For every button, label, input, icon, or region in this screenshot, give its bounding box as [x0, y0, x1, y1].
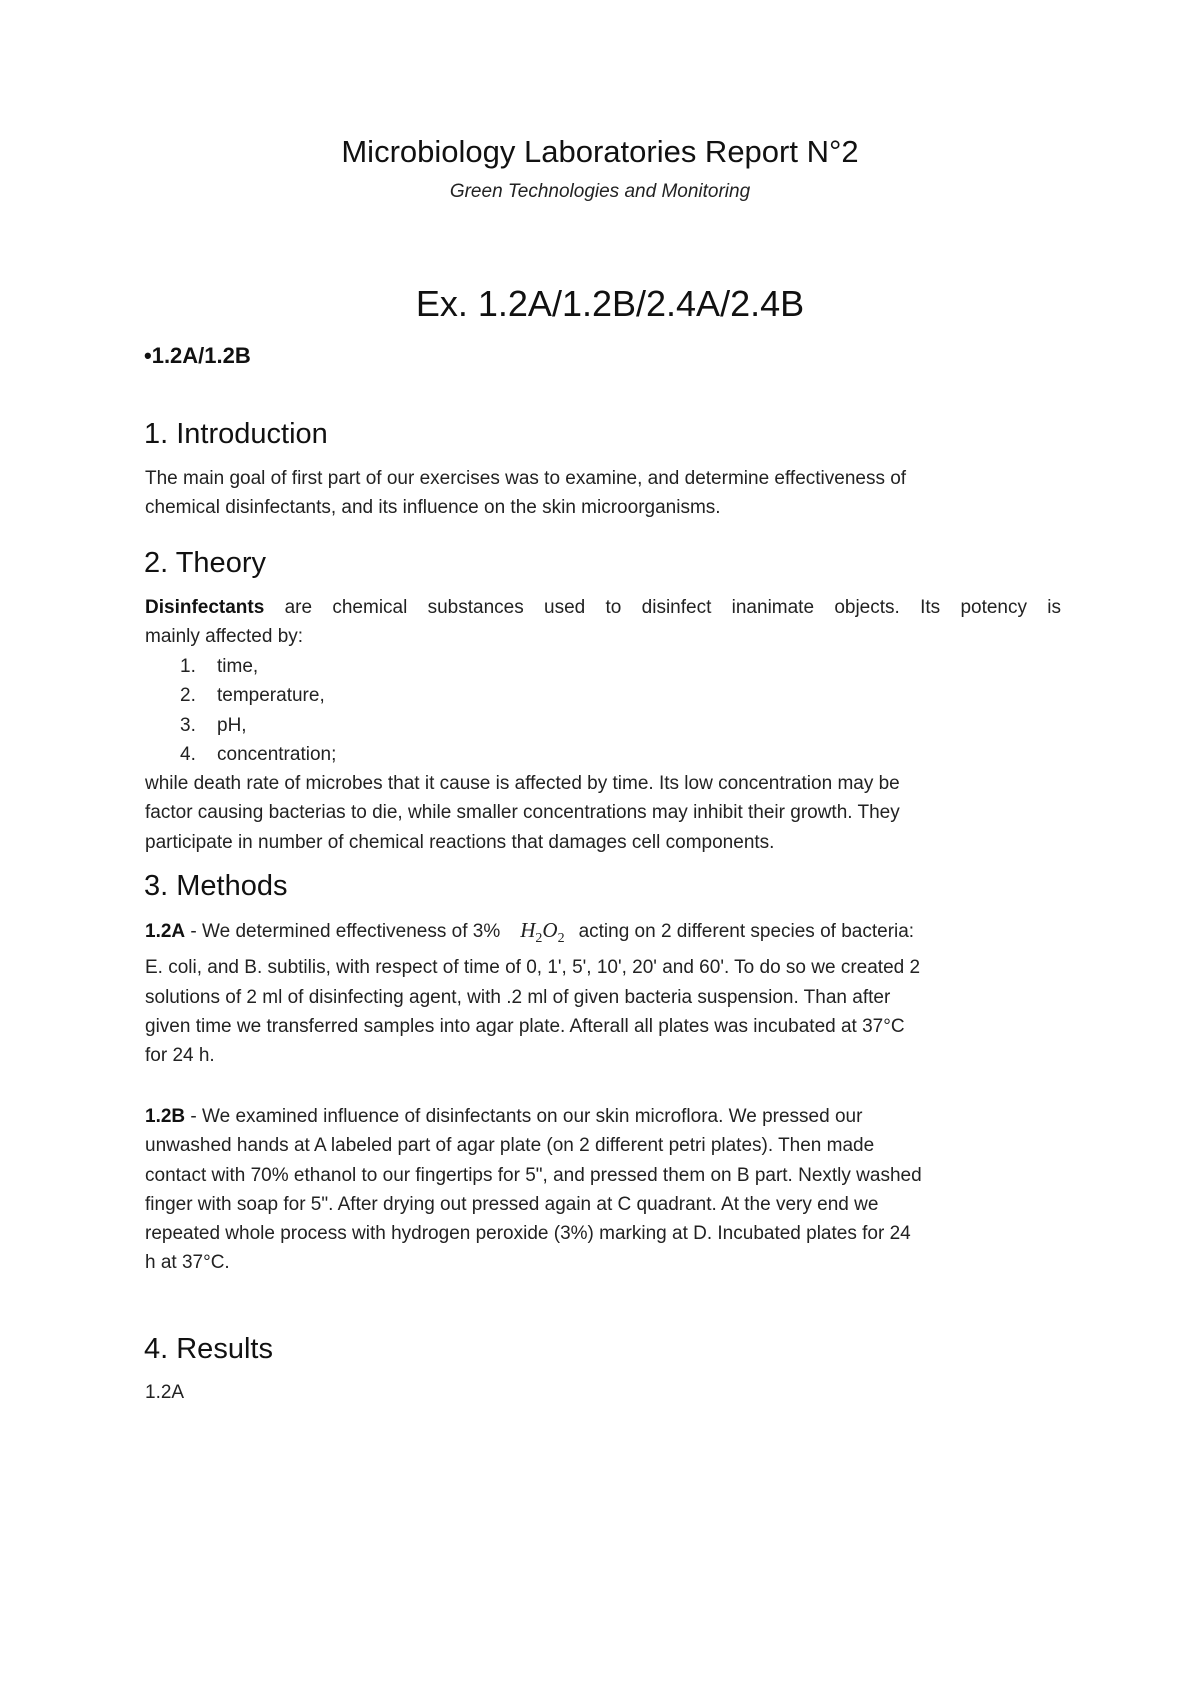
text-line: finger with soap for 5". After drying out pressed again at C quadrant. At the very end we — [145, 1193, 879, 1215]
text-line: chemical disinfectants, and its influence on the skin microorganisms. — [145, 497, 721, 519]
text-line: solutions of 2 ml of disinfecting agent, with .2 ml of given bacteria suspension. Than after — [145, 986, 891, 1008]
text-line: for 24 h. — [145, 1045, 215, 1067]
factors-list — [180, 652, 336, 769]
exercise-bullet-heading: •1.2A/1.2B — [144, 343, 251, 368]
report-title: Microbiology Laboratories Report N°2 — [341, 134, 859, 169]
section-heading-methods: 3. Methods — [144, 870, 288, 902]
h2o2-formula: $H_2O_2$ — [520, 918, 565, 947]
list-item: 2. temperature, — [180, 685, 325, 707]
section-heading-introduction: 1. Introduction — [144, 418, 328, 450]
introduction-paragraph — [145, 464, 906, 523]
methods-1-2b-paragraph — [145, 1102, 922, 1278]
method-label-1-2a: 1.2A — [145, 921, 186, 942]
text-line: 1.2B - We examined influence of disinfectants on our skin microflora. We pressed our — [145, 1106, 863, 1127]
method-label-1-2b: 1.2B — [145, 1106, 186, 1127]
text-line: repeated whole process with hydrogen peroxide (3%) marking at D. Incubated plates for 24 — [145, 1223, 911, 1245]
section-heading-results: 4. Results — [144, 1333, 273, 1365]
theory-paragraph-continued — [145, 769, 900, 857]
text-line: unwashed hands at A labeled part of agar plate (on 2 different petri plates). Then made — [145, 1135, 875, 1157]
text-line: factor causing bacterias to die, while smaller concentrations may inhibit their growth. They — [145, 802, 900, 824]
text-line: while death rate of microbes that it cause is affected by time. Its low concentration may be — [145, 773, 900, 794]
section-heading-theory: 2. Theory — [144, 547, 266, 579]
exercise-title: Ex. 1.2A/1.2B/2.4A/2.4B — [415, 283, 805, 324]
text-line: contact with 70% ethanol to our fingertips for 5", and pressed them on B part. Nextly washed — [145, 1164, 922, 1186]
list-item: 3. pH, — [180, 714, 247, 736]
list-item: 1. time, — [180, 656, 259, 677]
text-line: h at 37°C. — [145, 1252, 230, 1274]
text-line: Disinfectants are chemical substances used to disinfect inanimate objects. Its potency is — [145, 597, 1061, 618]
bold-term: Disinfectants — [145, 597, 265, 618]
text-line: participate in number of chemical reactions that damages cell components. — [145, 831, 775, 853]
text-line: 1.2A - We determined effectiveness of 3% $H_2O_2$ acting on 2 different species of bacteria: — [145, 918, 915, 947]
text-line: given time we transferred samples into agar plate. Afterall all plates was incubated at 37°C — [145, 1016, 905, 1038]
results-sub-label: 1.2A — [145, 1382, 185, 1403]
list-item: 4. concentration; — [180, 743, 337, 765]
text-line: E. coli, and B. subtilis, with respect of time of 0, 1', 5', 10', 20' and 60'. To do so we created 2 — [145, 957, 921, 979]
theory-paragraph — [145, 593, 1061, 652]
text-line: The main goal of first part of our exercises was to examine, and determine effectiveness of — [145, 468, 907, 489]
methods-1-2a-paragraph — [145, 916, 920, 1071]
report-subtitle: Green Technologies and Monitoring — [449, 181, 751, 202]
text-line: mainly affected by: — [145, 626, 304, 648]
